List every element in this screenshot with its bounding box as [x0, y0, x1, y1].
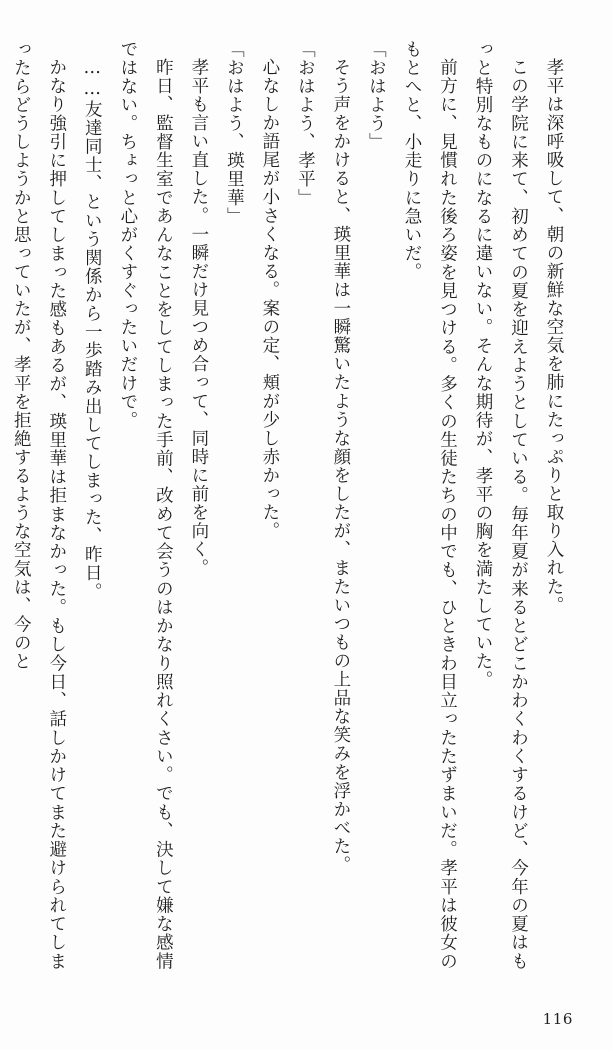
paragraph: かなり強引に押してしまった感もあるが、瑛里華は拒まなかった。もし今日、話しかけてまた避けられてしまったらどうしようかと思っていたが、孝平を拒絶するような空気は、今のと: [11, 40, 67, 970]
paragraph: 昨日、監督生室であんなことをしてしまった手前、改めて会うのはかなり照れくさい。でも、決して嫌な感情ではない。ちょっと心がくすぐったいだけで。: [117, 40, 174, 970]
dialogue-line: 「おはよう、瑛里華」: [224, 40, 245, 226]
dialogue-line: 「おはよう、孝平」: [295, 40, 316, 207]
paragraph: 前方に、見慣れた後ろ姿を見つける。多くの生徒たちの中でも、ひときわ目立ったたずまいだ。孝平は彼女のもとへと、小走りに急いだ。: [401, 40, 458, 970]
paragraph: ……友達同士、という関係から一歩踏み出してしまった、昨日。: [82, 57, 103, 601]
paragraph: 心なしか語尾が小さくなる。案の定、頬が少し赤かった。: [259, 57, 280, 540]
page-number: 116: [542, 1010, 573, 1028]
paragraph: この学院に来て、初めての夏を迎えようとしている。毎年夏が来るとどこかわくわくするけど、今年の夏はもっと特別なものになるに違いない。そんな期待が、孝平の胸を満たしていた。: [472, 40, 529, 970]
paragraph: そう声をかけると、瑛里華は一瞬驚いたような顔をしたが、またいつもの上品な笑みを浮かべた。: [330, 57, 351, 874]
vertical-text-body: [11, 40, 571, 970]
paragraph: 孝平も言い直した。一瞬だけ見つめ合って、同時に前を向く。: [188, 57, 209, 577]
dialogue-line: 「おはよう」: [366, 40, 387, 152]
paragraph: 孝平は深呼吸して、朝の新鮮な空気を肺にたっぷりと取り入れた。: [544, 57, 564, 614]
